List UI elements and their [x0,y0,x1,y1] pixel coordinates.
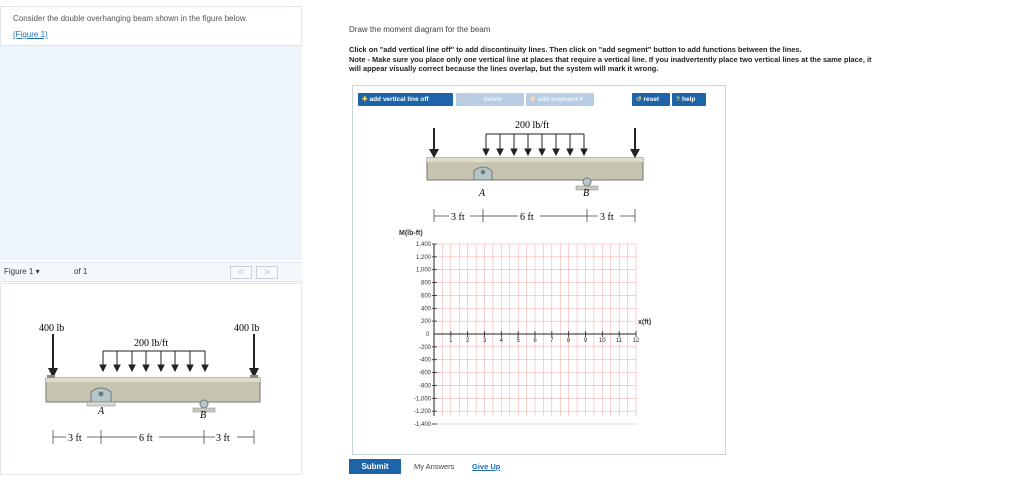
x-tick-label: 9 [583,338,588,344]
reset-button[interactable]: ↺ reset [632,93,670,106]
tool-canvas[interactable] [352,106,726,451]
question-box [0,6,302,46]
x-tick-label: 8 [566,338,571,344]
dim-mid-label: 6 ft [139,433,153,444]
instructions-line-1: Click on "add vertical line off" to add discontinuity lines. Then click on "add segment" button to add functions between the lines. [349,45,802,54]
x-tick-label: 4 [499,338,504,344]
dim-right-label: 3 ft [216,433,230,444]
beam-figure [1,284,303,476]
tool-dim-mid-label: 6 ft [520,212,534,223]
tool-dist-load-label: 200 lb/ft [515,120,550,131]
add-vertical-line-button[interactable]: ✚ add vertical line off [358,93,453,106]
x-tick-label: 2 [465,338,470,344]
tool-dim-left-label: 3 ft [451,212,465,223]
y-tick-label: -1,400 [413,422,431,428]
y-tick-label: -600 [418,370,431,377]
right-load-label: 400 lb [234,323,260,334]
next-figure-button[interactable]: > [256,266,278,279]
y-tick-label: 1,000 [415,267,431,274]
x-tick-label: 3 [482,338,487,344]
delete-button[interactable]: ✕ delete [456,93,524,106]
origin-label: 0 [426,332,430,338]
dim-left-label: 3 ft [68,433,82,444]
y-tick-label: 600 [420,293,431,300]
x-tick-label: 1 [449,338,453,344]
tool-dim-right-label: 3 ft [600,212,614,223]
tool-dist-load-arrows [483,134,587,155]
tool-support-a-label: A [479,188,486,199]
dist-load-label: 200 lb/ft [134,338,169,349]
dist-load-arrows [100,351,208,371]
y-tick-label: 800 [420,280,431,287]
chevron-down-icon: ▾ [579,96,583,103]
y-tick-label: -400 [418,357,431,364]
x-icon: ✕ [460,96,466,103]
x-tick-label: 10 [598,338,606,344]
x-tick-label: 5 [516,338,520,344]
my-answers-link[interactable]: My Answers [414,462,455,471]
prev-figure-button[interactable]: < [230,266,252,279]
figure-count: of 1 [74,267,88,276]
instructions-line-2: Note - Make sure you place only one vertical line at places that require a vertical line. If you inadvertently place two vertical lines at the same place, it [349,54,872,64]
figure-select[interactable]: Figure 1 ▾ [4,267,40,276]
tool-support-b-label: B [583,188,590,199]
y-tick-label: 200 [420,319,431,326]
question-prompt: Consider the double overhanging beam shown in the figure below. [13,14,248,23]
support-b-label: B [200,410,207,421]
y-tick-label: -800 [418,383,431,390]
support-a-label: A [98,406,105,417]
y-axis-label: M(lb-ft) [399,230,423,237]
y-tick-label: -1,000 [413,396,431,403]
x-tick-label: 12 [632,338,640,344]
left-column [0,0,304,492]
instructions [349,25,1019,74]
chevron-down-icon: ▾ [35,267,40,276]
x-tick-label: 11 [616,338,623,344]
left-load-label: 400 lb [39,323,65,334]
x-axis-label: x(ft) [638,319,652,326]
give-up-link[interactable]: Give Up [472,462,501,471]
figure-navigator [0,262,302,282]
figure-panel [0,283,302,475]
add-segment-button[interactable]: ✚ add segment ▾ [526,93,594,106]
reset-icon: ↺ [636,96,642,103]
left-background [0,46,302,260]
help-button[interactable]: ? help [672,93,706,106]
plus-icon: ✚ [530,96,536,103]
y-tick-label: -1,200 [413,409,431,416]
figure-link[interactable]: (Figure 1) [13,30,48,39]
x-tick-labels [449,331,640,344]
y-tick-label: 1,200 [415,254,431,261]
y-tick-label: 400 [420,306,431,313]
tool-pin-support-a [474,167,492,180]
instructions-line-3: will appear visually correct because the lines overlap, but the system will mark it wrong. [349,64,659,73]
submit-button[interactable]: Submit [349,459,401,474]
y-tick-label: -200 [418,344,431,351]
instructions-intro: Draw the moment diagram for the beam [349,25,491,34]
x-tick-label: 6 [533,338,537,344]
x-tick-label: 7 [550,338,554,344]
plus-icon: ✚ [362,96,368,103]
question-icon: ? [676,96,680,103]
y-tick-label: 1,400 [415,242,431,248]
